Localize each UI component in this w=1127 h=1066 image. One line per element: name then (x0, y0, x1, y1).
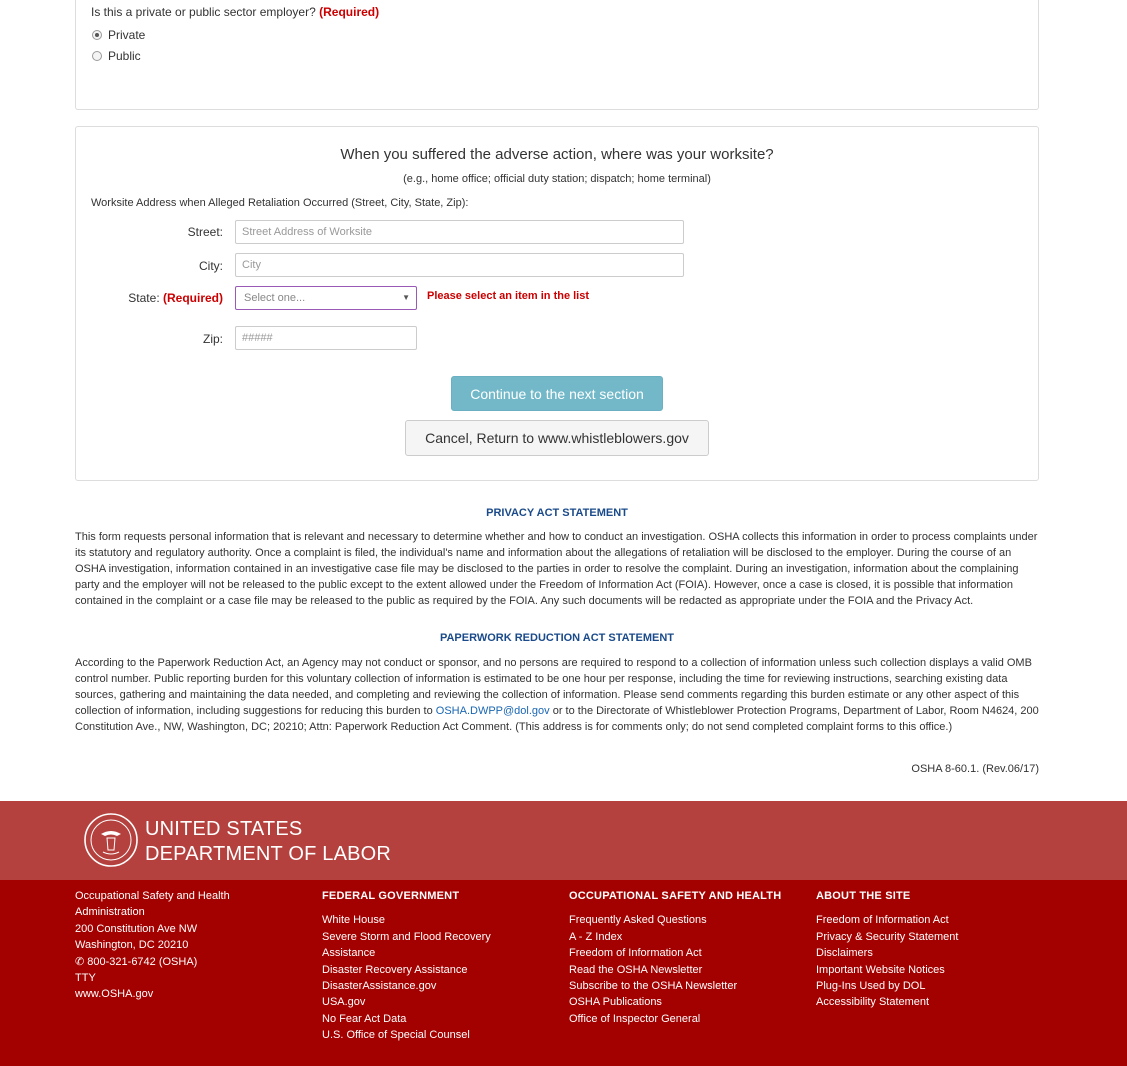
footer-link[interactable]: Accessibility Statement (816, 996, 930, 1009)
street-input[interactable] (235, 220, 684, 244)
footer-link[interactable]: No Fear Act Data (322, 1012, 407, 1025)
privacy-act-body: This form requests personal information that is relevant and necessary to determine whether and how to conduct an investigation. OSHA collects this information in order to process complaints under its statutory and regulatory authority. Once a complaint is filed, the individual's name and information about the allegations of retaliation will be disclosed to the employer. During the course of an OSHA investigation, information contained in an investigative case file may be disclosed to the parties in order to resolve the complaint. During an investigation, information about the complaining party and the employer will not be released to the public except to the extent allowed under the Freedom of Information Act (FOIA). However, once a case is closed, it is possible that information contained in the complaint or a case file may be released to the public as required by the FOIA. Any such documents will be redacted as appropriate under the FOIA and the Privacy Act. (75, 531, 1038, 607)
footer-link[interactable]: DisasterAssistance.gov (322, 980, 437, 993)
radio-button[interactable] (92, 51, 102, 61)
footer-link[interactable]: Disaster Recovery Assistance (322, 963, 468, 976)
phone-icon: ✆ (75, 955, 85, 968)
footer-osha-link[interactable]: www.OSHA.gov (75, 988, 154, 1001)
worksite-title: When you suffered the adverse action, where was your worksite? (340, 146, 774, 163)
state-label: State: (Required) (128, 291, 223, 305)
zip-label: Zip: (202, 332, 223, 346)
continue-button[interactable]: Continue to the next section (451, 376, 663, 411)
footer-link[interactable]: USA.gov (322, 996, 366, 1009)
footer-about (816, 888, 958, 1011)
privacy-act-heading: PRIVACY ACT STATEMENT (486, 507, 628, 519)
footer-federal-government (322, 888, 491, 1044)
radio-button-checked[interactable] (92, 30, 102, 40)
zip-input[interactable] (235, 326, 417, 350)
footer-link[interactable]: OSHA Publications (569, 996, 662, 1009)
dol-name[interactable]: UNITED STATES DEPARTMENT OF LABOR (145, 818, 392, 865)
radio-public[interactable] (92, 49, 141, 63)
footer-link[interactable]: Assistance (322, 947, 376, 960)
footer-link[interactable]: Freedom of Information Act (569, 947, 702, 960)
radio-label-public: Public (108, 49, 141, 63)
employer-sector-panel (75, 0, 1039, 110)
footer-link[interactable]: Privacy & Security Statement (816, 930, 959, 943)
federal-heading: FEDERAL GOVERNMENT (322, 890, 460, 902)
footer-link[interactable]: Plug-Ins Used by DOL (816, 980, 926, 993)
employer-sector-question: Is this a private or public sector employer? (Required) (91, 5, 380, 19)
footer-osh (569, 888, 781, 1027)
worksite-address-label: Worksite Address when Alleged Retaliation Occurred (Street, City, State, Zip): (91, 197, 469, 209)
footer-link[interactable]: White House (322, 914, 385, 927)
city-label: City: (199, 259, 223, 273)
state-error-message: Please select an item in the list (427, 290, 590, 302)
worksite-subtitle: (e.g., home office; official duty station; dispatch; home terminal) (403, 173, 711, 185)
footer-link[interactable]: Read the OSHA Newsletter (569, 963, 703, 976)
footer-main (0, 880, 1127, 1066)
paperwork-act-heading: PAPERWORK REDUCTION ACT STATEMENT (439, 632, 675, 644)
footer-phone[interactable]: ✆ 800-321-6742 (OSHA) (75, 955, 198, 968)
footer-tty[interactable]: TTY (75, 972, 96, 985)
required-marker: (Required) (319, 5, 380, 19)
cancel-button[interactable]: Cancel, Return to www.whistleblowers.gov (405, 420, 709, 456)
footer-contact: Occupational Safety and Health Administration 200 Constitution Ave NW Washington, DC 20210 ✆ 800-321-6742 (OSHA) TTY www.OSHA.gov (75, 888, 230, 1003)
footer-link[interactable]: Severe Storm and Flood Recovery (322, 930, 491, 943)
chevron-down-icon: ▼ (402, 293, 410, 302)
footer-link[interactable]: Subscribe to the OSHA Newsletter (569, 980, 738, 993)
osh-heading: OCCUPATIONAL SAFETY AND HEALTH (569, 890, 782, 902)
street-label: Street: (187, 225, 223, 239)
worksite-panel (75, 126, 1039, 481)
form-number: OSHA 8-60.1. (Rev.06/17) (911, 763, 1039, 775)
footer-link[interactable]: Important Website Notices (816, 963, 945, 976)
footer-link[interactable]: U.S. Office of Special Counsel (322, 1029, 470, 1042)
paperwork-act-body: According to the Paperwork Reduction Act, an Agency may not conduct or sponsor, and no persons are required to respond to a collection of information unless such collection displays a valid OMB control number. Public reporting burden for this voluntary collection of information is estimated to be one hour per response, including the time for reviewing instructions, searching existing data sources, gathering and maintaining the data needed, and completing and reviewing the collection of information. Please send comments regarding this burden estimate or any other aspect of this collection of information, including suggestions for reducing this burden to OSHA.DWPP@dol.gov or to the Directorate of Whistleblower Protection Programs, Department of Labor, Room N4624, 200 Constitution Ave., NW, Washington, DC; 20210; Attn: Paperwork Reduction Act Comment. (This address is for comments only; do not send completed complaint forms to this office.) (75, 657, 1039, 733)
footer-link[interactable]: Freedom of Information Act (816, 914, 949, 927)
footer-link[interactable]: Office of Inspector General (569, 1012, 701, 1025)
state-select-value: Select one... (244, 292, 306, 304)
dol-seal-icon (83, 812, 139, 868)
about-heading: ABOUT THE SITE (816, 890, 911, 902)
city-input[interactable] (235, 253, 684, 277)
footer-link[interactable]: A - Z Index (569, 930, 623, 943)
state-select[interactable] (235, 286, 417, 310)
footer-link[interactable]: Frequently Asked Questions (569, 914, 707, 927)
footer-link[interactable]: Disclaimers (816, 947, 873, 960)
state-required-marker: (Required) (163, 291, 223, 305)
dwpp-email-link[interactable]: OSHA.DWPP@dol.gov (435, 705, 550, 717)
radio-label-private: Private (108, 28, 146, 42)
radio-private[interactable] (92, 28, 145, 42)
